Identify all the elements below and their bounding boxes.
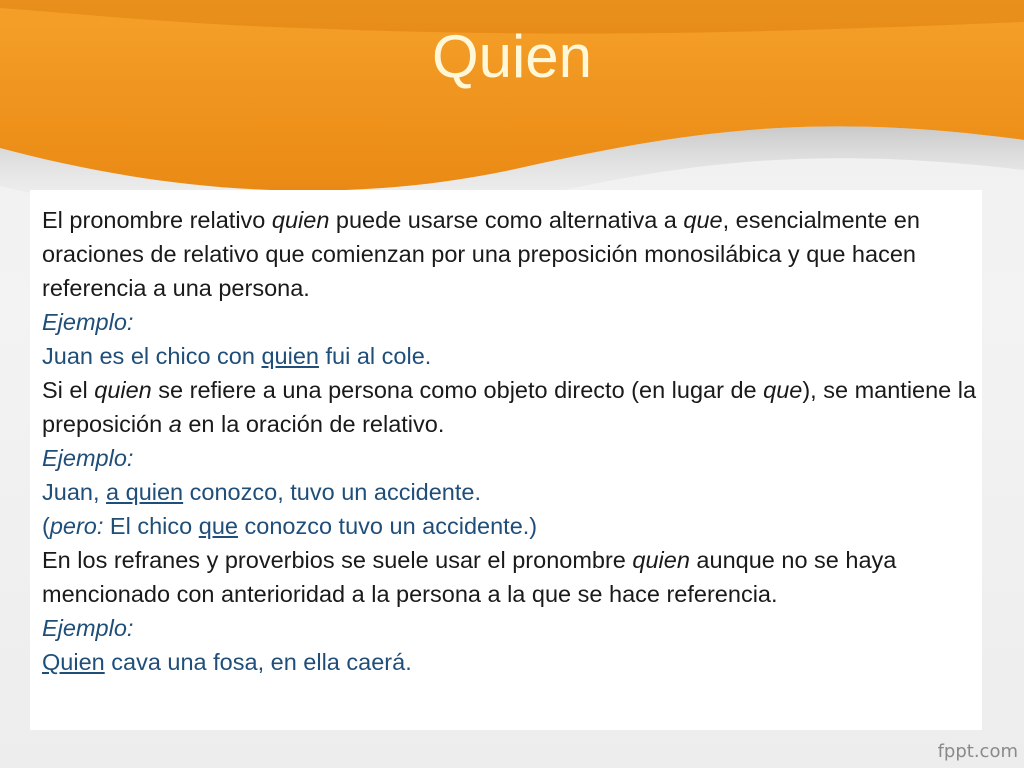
underlined-que: que (198, 513, 238, 539)
paragraph-direct-object (42, 373, 992, 441)
slide-body (42, 203, 992, 679)
emphasis-pero: pero: (49, 513, 104, 539)
example-label-3: Ejemplo: (42, 615, 134, 641)
slide-title: Quien (431, 23, 593, 90)
example-label-2: Ejemplo: (42, 445, 134, 471)
emphasis-quien: quien (632, 547, 690, 573)
example-3 (42, 645, 992, 679)
underlined-quien: quien (261, 343, 319, 369)
text-span: Juan es el chico con (42, 343, 262, 369)
text-span: cava una fosa, en ella caerá. (104, 649, 412, 675)
text-span: fui al cole. (318, 343, 432, 369)
text-span: se refiere a una persona como objeto directo (en lugar de (151, 377, 764, 403)
underlined-quien: Quien (42, 649, 105, 675)
emphasis-quien: quien (94, 377, 152, 403)
text-span: conozco, tuvo un accidente. (183, 479, 481, 505)
text-span: conozco tuvo un accidente.) (237, 513, 538, 539)
text-span: ), se mantiene la preposición (42, 377, 977, 437)
example-2-contrast (42, 509, 992, 543)
text-span: en la oración de relativo. (181, 411, 445, 437)
underlined-a-quien: a quien (106, 479, 184, 505)
emphasis-quien: quien (271, 207, 330, 233)
text-span: Si el (42, 377, 95, 403)
text-span: Juan, (42, 479, 107, 505)
text-span: En los refranes y proverbios se suele usar el pronombre (42, 547, 633, 573)
text-span: El chico (103, 513, 199, 539)
paragraph-intro (42, 203, 992, 305)
text-span: , esencialmente en oraciones de relativo que comienzan por una preposición monosilábica y que hacen referencia a una persona. (42, 207, 920, 301)
example-1 (42, 339, 992, 373)
text-span: aunque no se haya mencionado con anterioridad a la persona a la que se hace referencia. (42, 547, 897, 607)
paragraph-proverbs (42, 543, 992, 611)
text-span: El pronombre relativo (42, 207, 272, 233)
text-span: ( (42, 513, 50, 539)
example-2 (42, 475, 992, 509)
emphasis-que: que (763, 377, 803, 403)
fppt-watermark: fppt.com (937, 741, 1018, 762)
example-label-1: Ejemplo: (42, 309, 134, 335)
emphasis-que: que (683, 207, 723, 233)
text-span: puede usarse como alternativa a (329, 207, 684, 233)
emphasis-a: a (168, 411, 182, 437)
